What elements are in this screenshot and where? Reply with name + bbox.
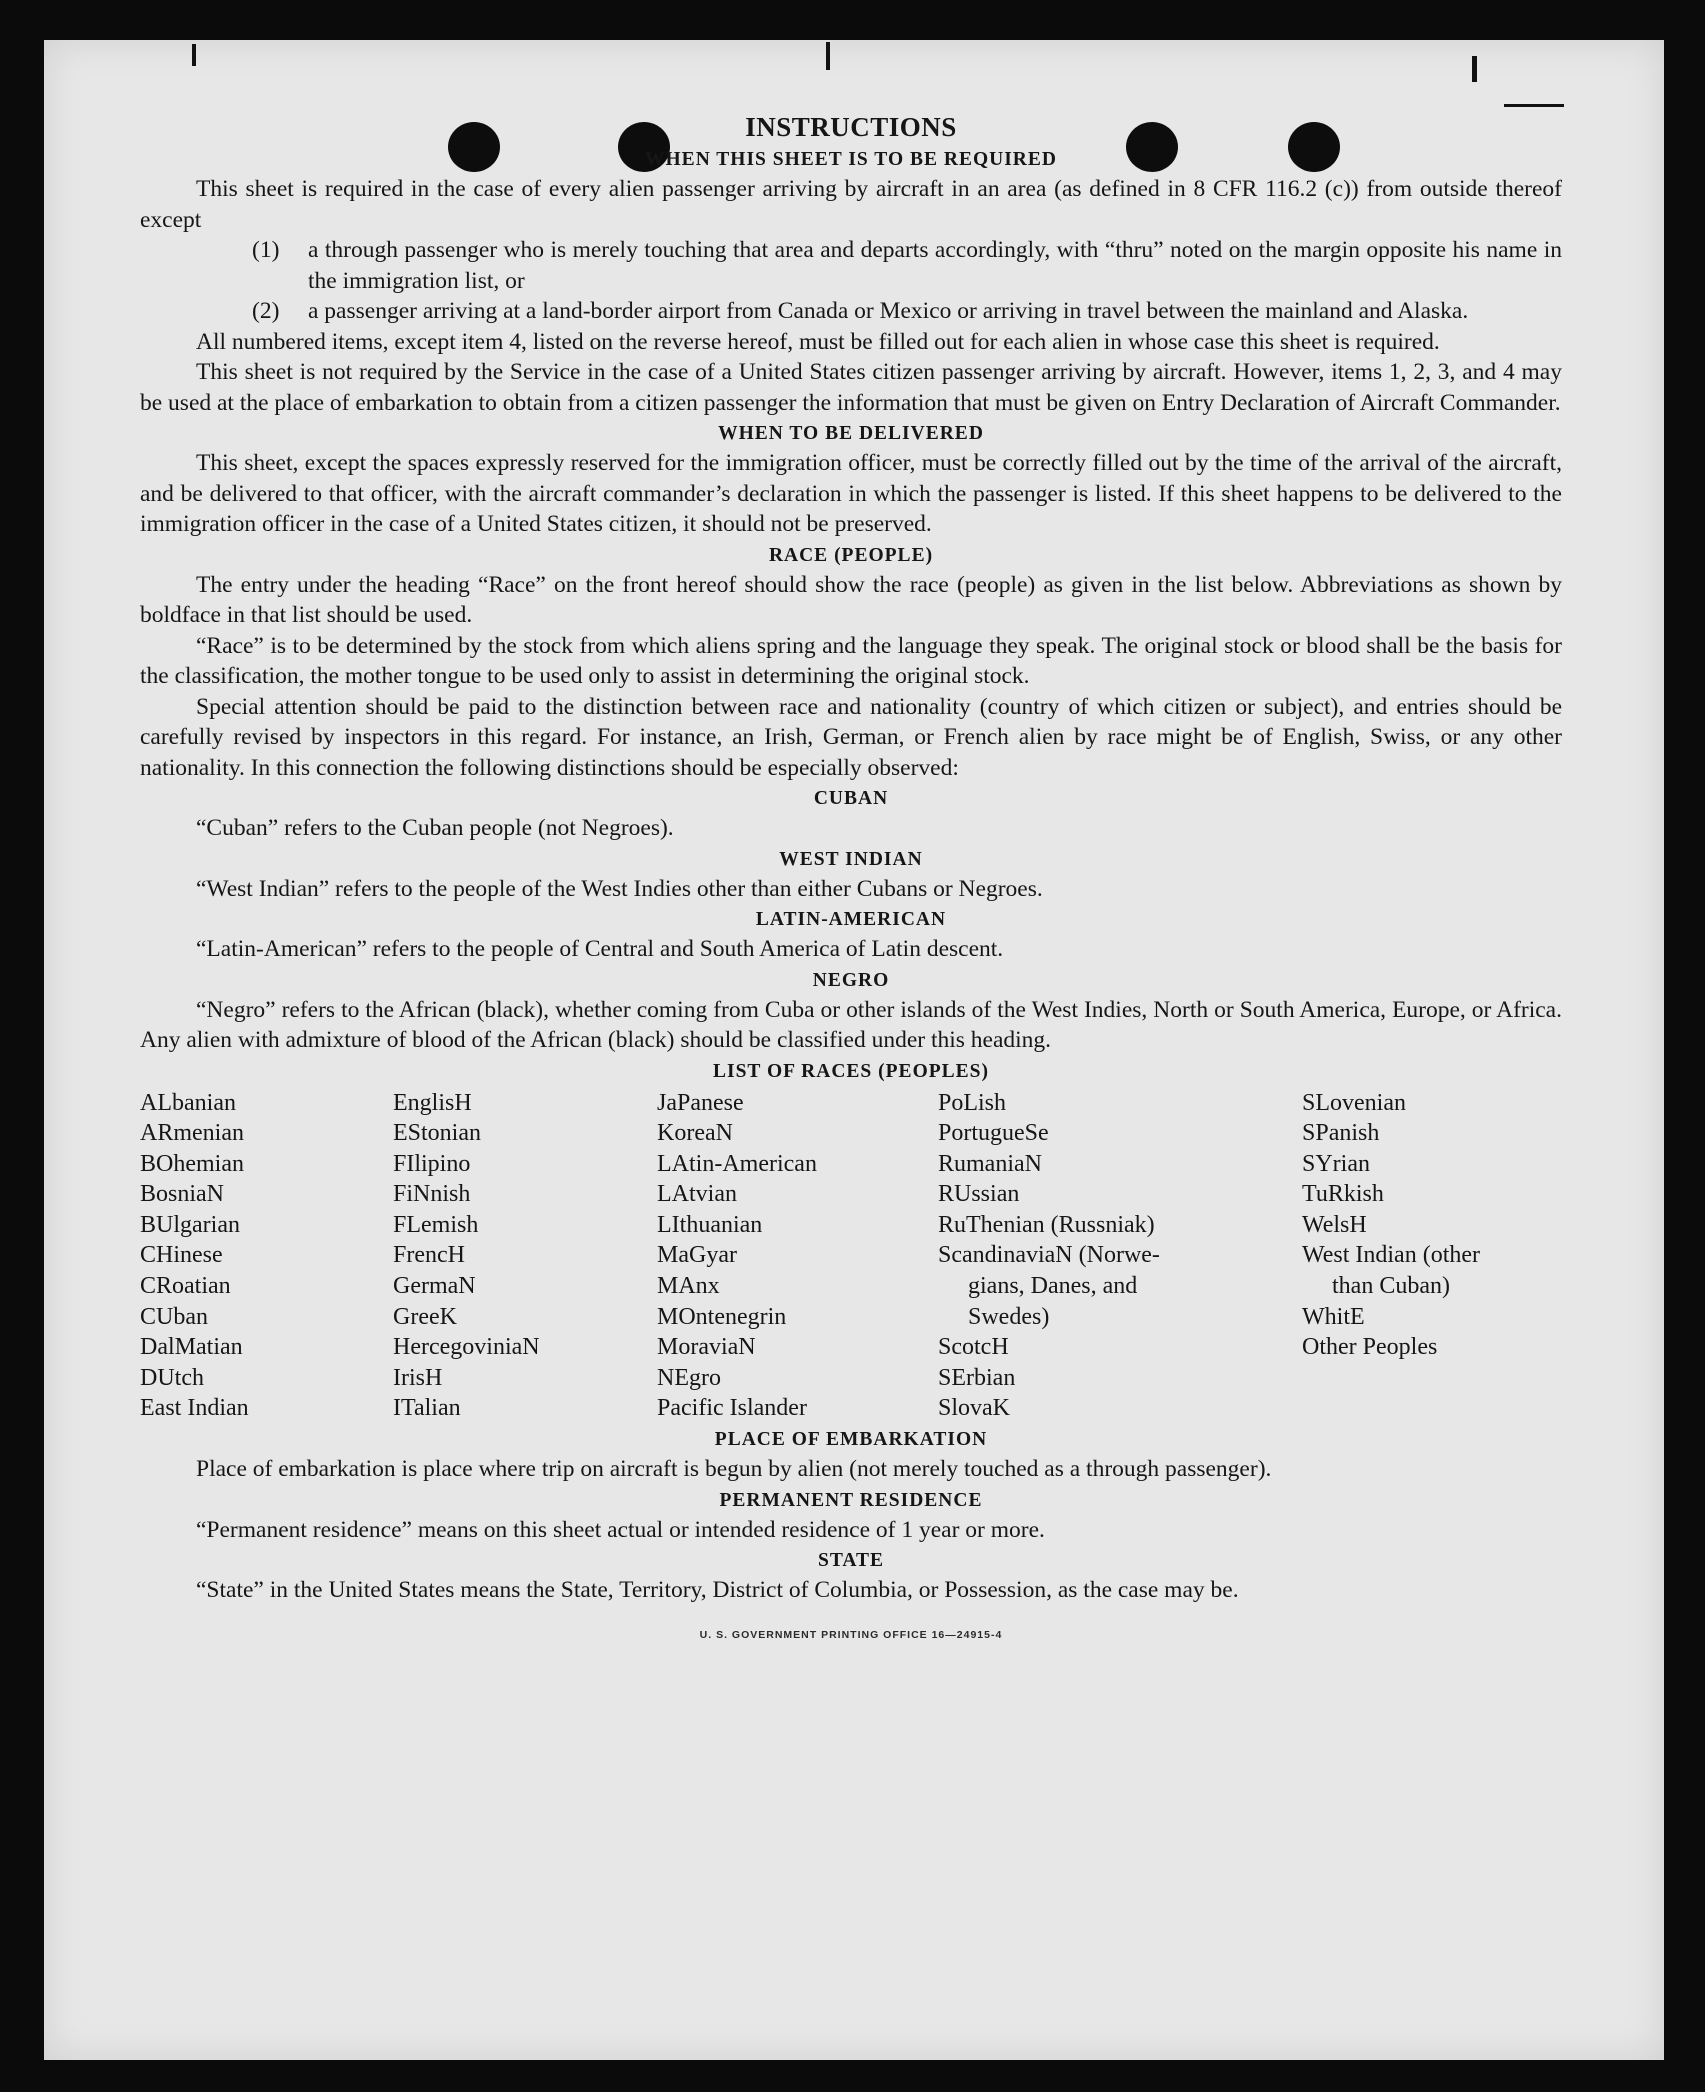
section-heading-race: RACE (PEOPLE)	[768, 544, 934, 566]
race-entry: ScandinaviaN (Norwe-	[938, 1242, 1160, 1269]
paragraph: This sheet is required in the case of every alien passenger arriving by aircraft in an area (as defined in 8 CFR 116.2 (c)) from outside thereof except	[140, 176, 1562, 233]
section-heading-when-required: WHEN THIS SHEET IS TO BE REQUIRED	[645, 149, 1057, 170]
section-heading-list-of-races: LIST OF RACES (PEOPLES)	[712, 1060, 989, 1082]
section-heading-negro: NEGRO	[812, 969, 890, 991]
race-entry: GermaN	[393, 1273, 476, 1300]
race-entry: CHinese	[140, 1242, 223, 1269]
instructions-body	[140, 110, 1562, 1650]
list-number: (1)	[252, 237, 280, 263]
race-entry: West Indian (other	[1302, 1242, 1481, 1269]
section-heading-when-delivered: WHEN TO BE DELIVERED	[718, 423, 984, 444]
paragraph: This sheet is not required by the Service in the case of a United States citizen passenger arriving by aircraft. However, items 1, 2, 3, and 4 may be used at the place of embarkation to obtain from a citizen passenger the information that must be given on Entry Declaration of Aircraft Commander.	[140, 359, 1562, 416]
race-entry: ScotcH	[938, 1334, 1009, 1361]
races-column	[657, 1088, 938, 1425]
race-entry: EnglisH	[393, 1089, 472, 1116]
race-entry: RUssian	[938, 1181, 1020, 1208]
paragraph: “Negro” refers to the African (black), whether coming from Cuba or other islands of the West Indies, North or South America, Europe, or Africa. Any alien with admixture of blood of the African (black) should be classified under this heading.	[140, 996, 1562, 1053]
race-entry: LIthuanian	[657, 1211, 763, 1238]
race-entry: Pacific Islander	[657, 1395, 807, 1422]
race-entry: SErbian	[938, 1364, 1016, 1391]
race-entry: East Indian	[140, 1395, 249, 1422]
section-heading-west-indian: WEST INDIAN	[779, 848, 923, 870]
race-entry: HercegoviniaN	[393, 1334, 540, 1361]
race-entry: BUlgarian	[140, 1211, 240, 1238]
race-entry: SPanish	[1302, 1120, 1380, 1147]
race-entry: ITalian	[393, 1395, 461, 1422]
race-entry: FIlipino	[393, 1150, 471, 1177]
race-entry: Other Peoples	[1302, 1334, 1438, 1361]
race-entry: TuRkish	[1302, 1181, 1384, 1208]
section-heading-cuban: CUBAN	[813, 788, 889, 809]
race-entry: BosniaN	[140, 1181, 224, 1208]
race-entry: MOntenegrin	[657, 1303, 787, 1330]
page-title: INSTRUCTIONS	[745, 112, 957, 142]
scan-mark	[826, 42, 830, 70]
race-entry: EStonian	[393, 1120, 481, 1147]
races-list	[140, 1088, 1562, 1425]
races-column	[140, 1088, 393, 1425]
race-entry: KoreaN	[657, 1120, 733, 1147]
paragraph: All numbered items, except item 4, listed on the reverse hereof, must be filled out for each alien in whose case this sheet is required.	[196, 328, 1440, 355]
races-column	[1302, 1088, 1562, 1425]
scan-mark	[1472, 56, 1477, 82]
race-entry: SYrian	[1302, 1150, 1370, 1177]
paragraph: “Latin-American” refers to the people of Central and South America of Latin descent.	[196, 936, 1004, 962]
race-entry: WelsH	[1302, 1211, 1367, 1238]
race-entry: RumaniaN	[938, 1150, 1042, 1177]
race-entry: LAtvian	[657, 1181, 737, 1208]
list-number: (2)	[252, 298, 280, 324]
race-entry: than Cuban)	[1332, 1273, 1450, 1300]
race-entry: LAtin-American	[657, 1150, 817, 1177]
paragraph: “State” in the United States means the State, Territory, District of Columbia, or Possession, as the case may be.	[196, 1577, 1239, 1604]
races-column	[393, 1088, 657, 1425]
paragraph: Special attention should be paid to the distinction between race and nationality (country of which citizen or subject), and entries should be carefully revised by inspectors in this regard. For instance, an Irish, German, or French alien by race might be of English, Swiss, or any other nationality. In this connection the following distinctions should be especially observed:	[140, 693, 1562, 781]
race-entry: MaGyar	[657, 1242, 737, 1269]
paragraph: The entry under the heading “Race” on the front hereof should show the race (people) as given in the list below. Abbreviations as shown by boldface in that list should be used.	[140, 571, 1562, 628]
scan-mark	[1504, 104, 1564, 107]
list-text: a passenger arriving at a land-border airport from Canada or Mexico or arriving in travel between the mainland and Alaska.	[308, 298, 1469, 324]
race-entry: CRoatian	[140, 1273, 231, 1300]
race-entry: WhitE	[1302, 1303, 1365, 1330]
paragraph: Place of embarkation is place where trip on aircraft is begun by alien (not merely touched as a through passenger).	[196, 1456, 1272, 1483]
race-entry: MAnx	[657, 1273, 720, 1300]
paragraph: “Cuban” refers to the Cuban people (not Negroes).	[196, 815, 674, 841]
section-heading-state: STATE	[817, 1550, 885, 1572]
race-entry: DUtch	[140, 1364, 204, 1391]
race-entry: PortugueSe	[938, 1120, 1049, 1147]
race-entry: FiNnish	[393, 1181, 471, 1208]
paragraph: “Race” is to be determined by the stock from which aliens spring and the language they speak. The original stock or blood shall be the basis for the classification, the mother tongue to be used only to assist in determining the original stock.	[140, 632, 1562, 689]
printer-imprint: U. S. GOVERNMENT PRINTING OFFICE 16—24915-4	[699, 1628, 1003, 1641]
paragraph: This sheet, except the spaces expressly reserved for the immigration officer, must be correctly filled out by the time of the arrival of the aircraft, and be delivered to that officer, with the aircraft commander’s declaration in which the passenger is listed. If this sheet happens to be delivered to the immigration officer in the case of a United States citizen, it should not be preserved.	[140, 450, 1562, 537]
race-entry: DalMatian	[140, 1334, 243, 1361]
paragraph: “Permanent residence” means on this sheet actual or intended residence of 1 year or more.	[196, 1516, 1045, 1543]
section-heading-residence: PERMANENT RESIDENCE	[719, 1489, 983, 1511]
race-entry: SlovaK	[938, 1395, 1010, 1422]
race-entry: CUban	[140, 1303, 208, 1330]
race-entry: BOhemian	[140, 1150, 244, 1177]
scan-mark	[192, 44, 196, 66]
races-column	[938, 1088, 1302, 1425]
list-text: a through passenger who is merely touching that area and departs accordingly, with “thru” noted on the margin opposite his name in the immigration list, or	[308, 237, 1562, 294]
list-item	[252, 235, 1562, 296]
race-entry: PoLish	[938, 1089, 1007, 1116]
race-entry: GreeK	[393, 1303, 457, 1330]
section-heading-embarkation: PLACE OF EMBARKATION	[714, 1429, 988, 1451]
race-entry: ARmenian	[140, 1120, 244, 1147]
race-entry: gians, Danes, and	[968, 1273, 1138, 1300]
race-entry: NEgro	[657, 1364, 721, 1391]
race-entry: IrisH	[393, 1364, 443, 1391]
race-entry: SLovenian	[1302, 1089, 1406, 1116]
race-entry: JaPanese	[657, 1089, 744, 1116]
race-entry: Swedes)	[968, 1303, 1050, 1330]
race-entry: ALbanian	[140, 1089, 236, 1116]
race-entry: RuThenian (Russniak)	[938, 1211, 1155, 1238]
race-entry: MoraviaN	[657, 1334, 756, 1361]
section-heading-latin-american: LATIN-AMERICAN	[755, 909, 947, 930]
paragraph: “West Indian” refers to the people of the West Indies other than either Cubans or Negroes.	[196, 875, 1043, 902]
list-item	[252, 296, 1562, 327]
race-entry: FLemish	[393, 1211, 479, 1238]
race-entry: FrencH	[393, 1242, 465, 1269]
